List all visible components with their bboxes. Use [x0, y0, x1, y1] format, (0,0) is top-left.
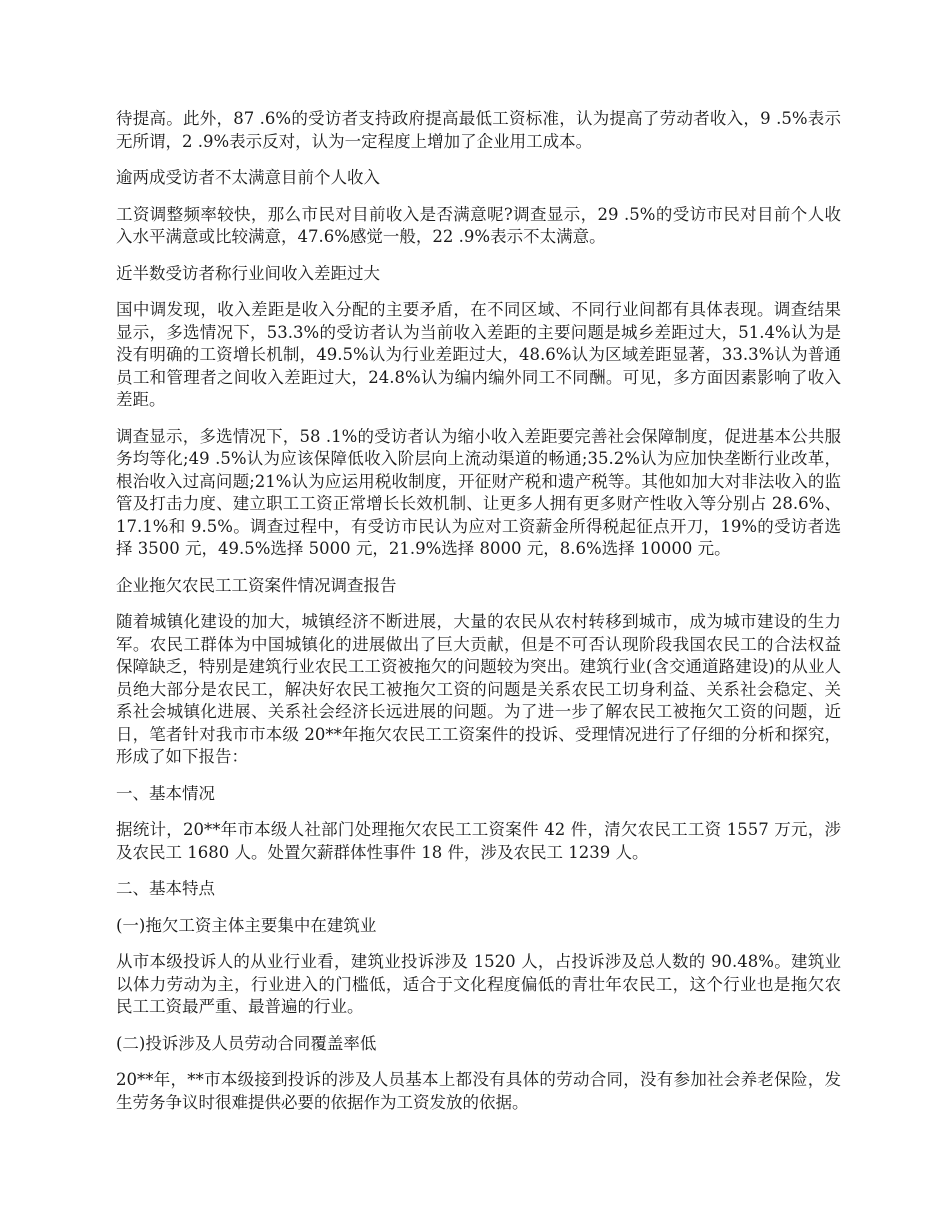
paragraph-labor-contracts: 20**年，**市本级接到投诉的涉及人员基本上都没有具体的劳动合同，没有参加社会养老保险，发生劳务争议时很难提供必要的依据作为工资发放的依据。: [116, 1070, 841, 1112]
heading-basic-features: 二、基本特点: [116, 879, 215, 898]
paragraph-income-gap: 国中调发现，收入差距是收入分配的主要矛盾，在不同区域、不同行业间都有具体表现。调查结果显示，多选情况下，53.3%的受访者认为当前收入差距的主要问题是城乡差距过大，51.4%认为是没有明确的工资增长机制，49.5%认为行业差距过大，48.6%认为区域差距显著，33.3%认为普通员工和管理者之间收入差距过大，24.8%认为编内编外同工不同酬。可见，多方面因素影响了收入差距。: [116, 300, 841, 409]
heading-wage-arrears-report: 企业拖欠农民工工资案件情况调查报告: [116, 575, 397, 595]
heading-income-satisfaction: 逾两成受访者不太满意目前个人收入: [116, 168, 380, 187]
heading-construction-industry: (一)拖欠工资主体主要集中在建筑业: [116, 915, 377, 935]
paragraph-urbanization: 随着城镇化建设的加大，城镇经济不断进展，大量的农民从农村转移到城市，成为城市建设的生力军。农民工群体为中国城镇化的进展做出了巨大贡献，但是不可否认现阶段我国农民工的合法权益保障缺乏，特别是建筑行业农民工工资被拖欠的问题较为突出。建筑行业(含交通道路建设)的从业人员绝大部分是农民工，解决好农民工被拖欠工资的问题是关系农民工切身利益、关系社会稳定、关系社会城镇化进展、关系社会经济长远进展的问题。为了进一步了解农民工被拖欠工资的问题，近日，笔者针对我市市本级 20**年拖欠农民工工资案件的投诉、受理情况进行了仔细的分析和探究，形成了如下报告：: [116, 612, 841, 766]
document-page: [116, 108, 841, 1128]
paragraph-income-satisfaction: 工资调整频率较快，那么市民对目前收入是否满意呢?调查显示，29 .5%的受访市民对目前个人收入水平满意或比较满意，47.6%感觉一般，22 .9%表示不太满意。: [116, 204, 841, 246]
paragraph-narrowing-gap: 调查显示，多选情况下，58 .1%的受访者认为缩小收入差距要完善社会保障制度，促进基本公共服务均等化;49 .5%认为应该保障低收入阶层向上流动渠道的畅通;35.2%认为应加快垄断行业改革，根治收入过高问题;21%认为应运用税收制度，开征财产税和遗产税等。其他如加大对非法收入的监管及打击力度、建立职工工资正常增长长效机制、让更多人拥有更多财产性收入等分别占 28.6%、17.1%和 9.5%。调查过程中，有受访市民认为应对工资薪金所得税起征点开刀，19%的受访者选择 3500 元，49.5%选择 5000 元，21.9%选择 8000 元，8.6%选择 10000 元。: [116, 426, 841, 558]
heading-labor-contracts: (二)投诉涉及人员劳动合同覆盖率低: [116, 1033, 377, 1053]
paragraph-construction-industry: 从市本级投诉人的从业行业看，建筑业投诉涉及 1520 人，占投诉涉及总人数的 90.48%。建筑业以体力劳动为主，行业进入的门槛低，适合于文化程度偏低的青壮年农民工，这个行业也是拖欠农民工工资最严重、最普遍的行业。: [116, 952, 841, 1016]
heading-income-gap: 近半数受访者称行业间收入差距过大: [116, 263, 380, 283]
paragraph-statistics: 据统计，20**年市本级人社部门处理拖欠农民工工资案件 42 件，清欠农民工工资 1557 万元，涉及农民工 1680 人。处置欠薪群体性事件 18 件，涉及农民工 1239 人。: [116, 820, 841, 862]
paragraph-min-wage: 待提高。此外，87 .6%的受访者支持政府提高最低工资标准，认为提高了劳动者收入，9 .5%表示无所谓，2 .9%表示反对，认为一定程度上增加了企业用工成本。: [116, 109, 841, 151]
heading-basic-situation: 一、基本情况: [116, 783, 215, 803]
